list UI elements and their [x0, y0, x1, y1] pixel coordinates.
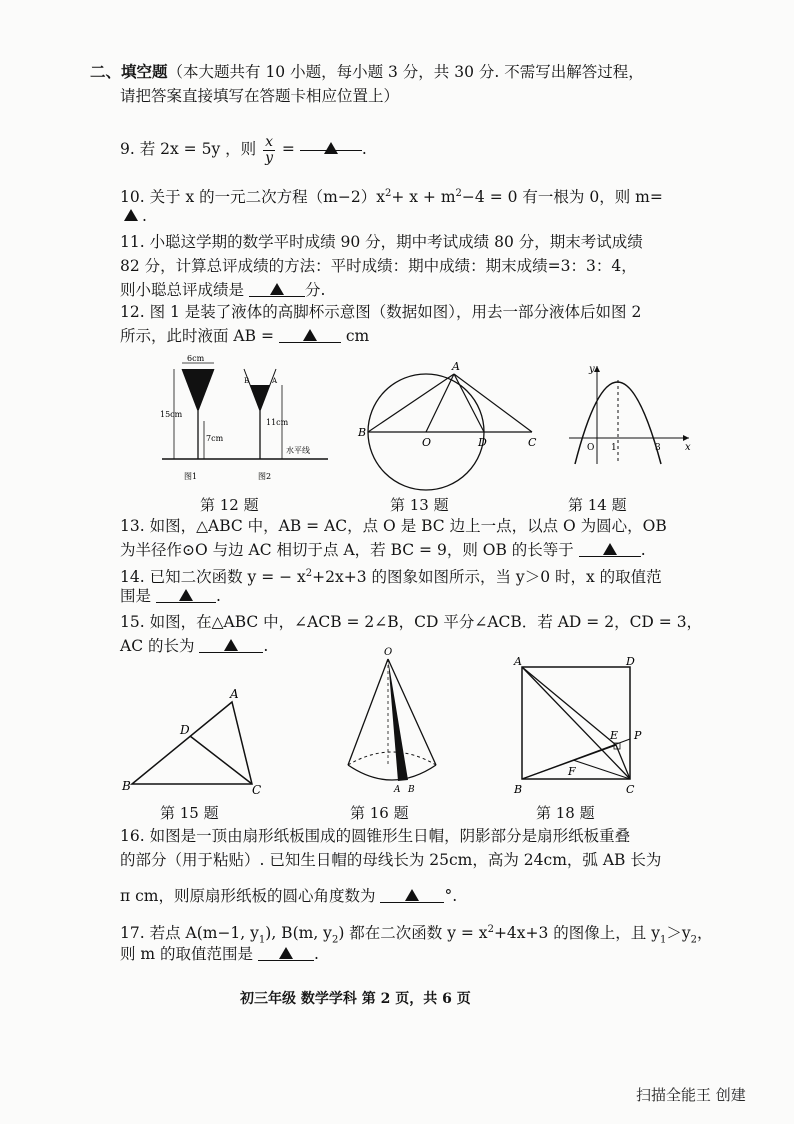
label-O: O	[384, 647, 393, 658]
label-B: B	[244, 377, 250, 385]
label-ground: 水平线	[286, 446, 310, 455]
triangle-icon	[279, 947, 293, 959]
answer-blank[interactable]	[300, 134, 362, 151]
label-origin: O	[587, 443, 595, 453]
label-P: P	[634, 729, 642, 742]
question-9: 9. 若 2x = 5y ，则 $\frac{x}{y}$ = .	[120, 133, 367, 166]
figure-16-cone	[340, 645, 450, 795]
label-A: A	[394, 785, 401, 795]
label-C: C	[528, 436, 537, 449]
answer-blank[interactable]	[249, 280, 305, 297]
label-C: C	[252, 783, 262, 797]
section-note-2: 请把答案直接填写在答题卡相应位置上）	[120, 87, 400, 105]
question-14-line2: 围是 .	[120, 587, 221, 605]
figure-15-triangle	[120, 686, 280, 796]
triangle-icon	[303, 329, 317, 341]
question-17-line2: 则 m 的取值范围是 .	[120, 945, 319, 963]
caption-14: 第 14 题	[568, 496, 627, 514]
scanner-watermark: 扫描全能王 创建	[636, 1086, 746, 1104]
answer-blank[interactable]	[120, 206, 142, 222]
answer-blank[interactable]	[156, 586, 216, 603]
answer-blank[interactable]	[199, 636, 263, 653]
label-E: E	[610, 729, 619, 742]
label-7cm: 7cm	[206, 434, 224, 443]
label-D: D	[478, 436, 487, 449]
question-14-line1: 14. 已知二次函数 y = − $x^2+2x+3$ 的图象如图所示，当 y＞0 时，x 的取值范	[120, 568, 662, 587]
label-A: A	[514, 655, 522, 668]
page-footer: 初三年级 数学学科 第 2 页，共 6 页	[240, 991, 471, 1007]
triangle-icon	[405, 889, 419, 901]
figure-14-parabola	[565, 360, 695, 470]
caption-18: 第 18 题	[536, 804, 595, 822]
question-13-line1: 13. 如图，△ABC 中，AB = AC，点 O 是 BC 边上一点，以点 O 为圆心，OB	[120, 517, 667, 535]
label-x: x	[685, 442, 691, 453]
question-10: 10. 关于 x 的一元二次方程$(m-2)x^2+ x + m^2-4 = 0$ 有一根为 0，则 m=	[120, 188, 663, 207]
question-16-line3: π cm，则原扇形纸板的圆心角度数为 °.	[120, 887, 458, 905]
fraction-x-over-y: $\frac{x}{y}$	[265, 133, 273, 166]
question-17-line1: 17. 若点 A(m−1, $y_1$), B(m, $y_2$) 都在二次函数 $y = x^2+4x+3$ 的图像上，且 $y_1>y_2$，	[120, 924, 713, 946]
question-15-line1: 15. 如图，在△ABC 中，∠ACB = 2∠B，CD 平分∠ACB．若 AD = 2，CD = 3，	[120, 613, 703, 631]
label-y: y	[589, 364, 595, 375]
q9-text: 9. 若 2x = 5y ，则	[120, 140, 257, 158]
triangle-icon	[603, 543, 617, 555]
question-15-line2: AC 的长为 .	[120, 637, 269, 655]
label-A: A	[230, 687, 239, 701]
question-13-line2: 为半径作⊙O 与边 AC 相切于点 A，若 BC = 9，则 OB 的长等于 .	[120, 541, 646, 559]
question-16-line2: 的部分（用于粘贴）. 已知生日帽的母线长为 25cm，高为 24cm，弧 AB 长为	[120, 851, 662, 869]
label-B: B	[408, 785, 415, 795]
triangle-icon	[270, 283, 284, 295]
section-header	[90, 62, 644, 82]
label-fig2: 图2	[258, 472, 272, 481]
label-one: 1	[611, 443, 617, 453]
label-O: O	[422, 436, 432, 449]
figure-18-square	[510, 655, 660, 800]
figure-13-circle	[358, 360, 562, 490]
label-fig1: 图1	[184, 472, 198, 481]
label-6cm: 6cm	[187, 354, 205, 363]
question-12-line2: 所示，此时液面 AB = cm	[120, 327, 370, 345]
caption-12: 第 12 题	[200, 496, 259, 514]
label-C: C	[626, 783, 635, 796]
caption-16: 第 16 题	[350, 804, 409, 822]
question-16-line1: 16. 如图是一顶由扇形纸板围成的圆锥形生日帽，阴影部分是扇形纸板重叠	[120, 827, 631, 845]
label-D: D	[180, 723, 190, 737]
figure-12-goblets	[160, 355, 330, 485]
label-D: D	[626, 655, 635, 668]
question-11-line1: 11. 小聪这学期的数学平时成绩 90 分，期中考试成绩 80 分，期末考试成绩	[120, 233, 643, 251]
answer-blank[interactable]	[279, 326, 341, 343]
triangle-icon	[124, 209, 138, 221]
answer-blank[interactable]	[579, 540, 641, 557]
caption-13: 第 13 题	[390, 496, 449, 514]
label-B: B	[122, 779, 131, 793]
answer-blank[interactable]	[258, 944, 314, 961]
label-B: B	[514, 783, 523, 796]
label-A: A	[272, 377, 278, 385]
section-note: （本大题共有 10 小题，每小题 3 分，共 30 分. 不需写出解答过程，	[167, 63, 644, 81]
answer-blank[interactable]	[380, 886, 444, 903]
triangle-icon	[179, 589, 193, 601]
question-11-line3: 则小聪总评成绩是 分.	[120, 281, 326, 299]
label-15cm: 15cm	[160, 410, 183, 419]
label-B: B	[358, 426, 367, 439]
question-12-line1: 12. 图 1 是装了液体的高脚杯示意图（数据如图），用去一部分液体后如图 2	[120, 303, 642, 321]
label-three: 3	[655, 443, 661, 453]
triangle-icon	[224, 639, 238, 651]
label-11cm: 11cm	[266, 418, 289, 427]
question-11-line2: 82 分，计算总评成绩的方法：平时成绩：期中成绩：期末成绩=3：3：4，	[120, 257, 637, 275]
label-F: F	[568, 765, 576, 778]
label-A: A	[452, 360, 460, 373]
caption-15: 第 15 题	[160, 804, 219, 822]
triangle-icon	[324, 142, 338, 154]
question-10-line2: .	[120, 206, 147, 226]
section-title: 二、填空题	[90, 62, 168, 81]
